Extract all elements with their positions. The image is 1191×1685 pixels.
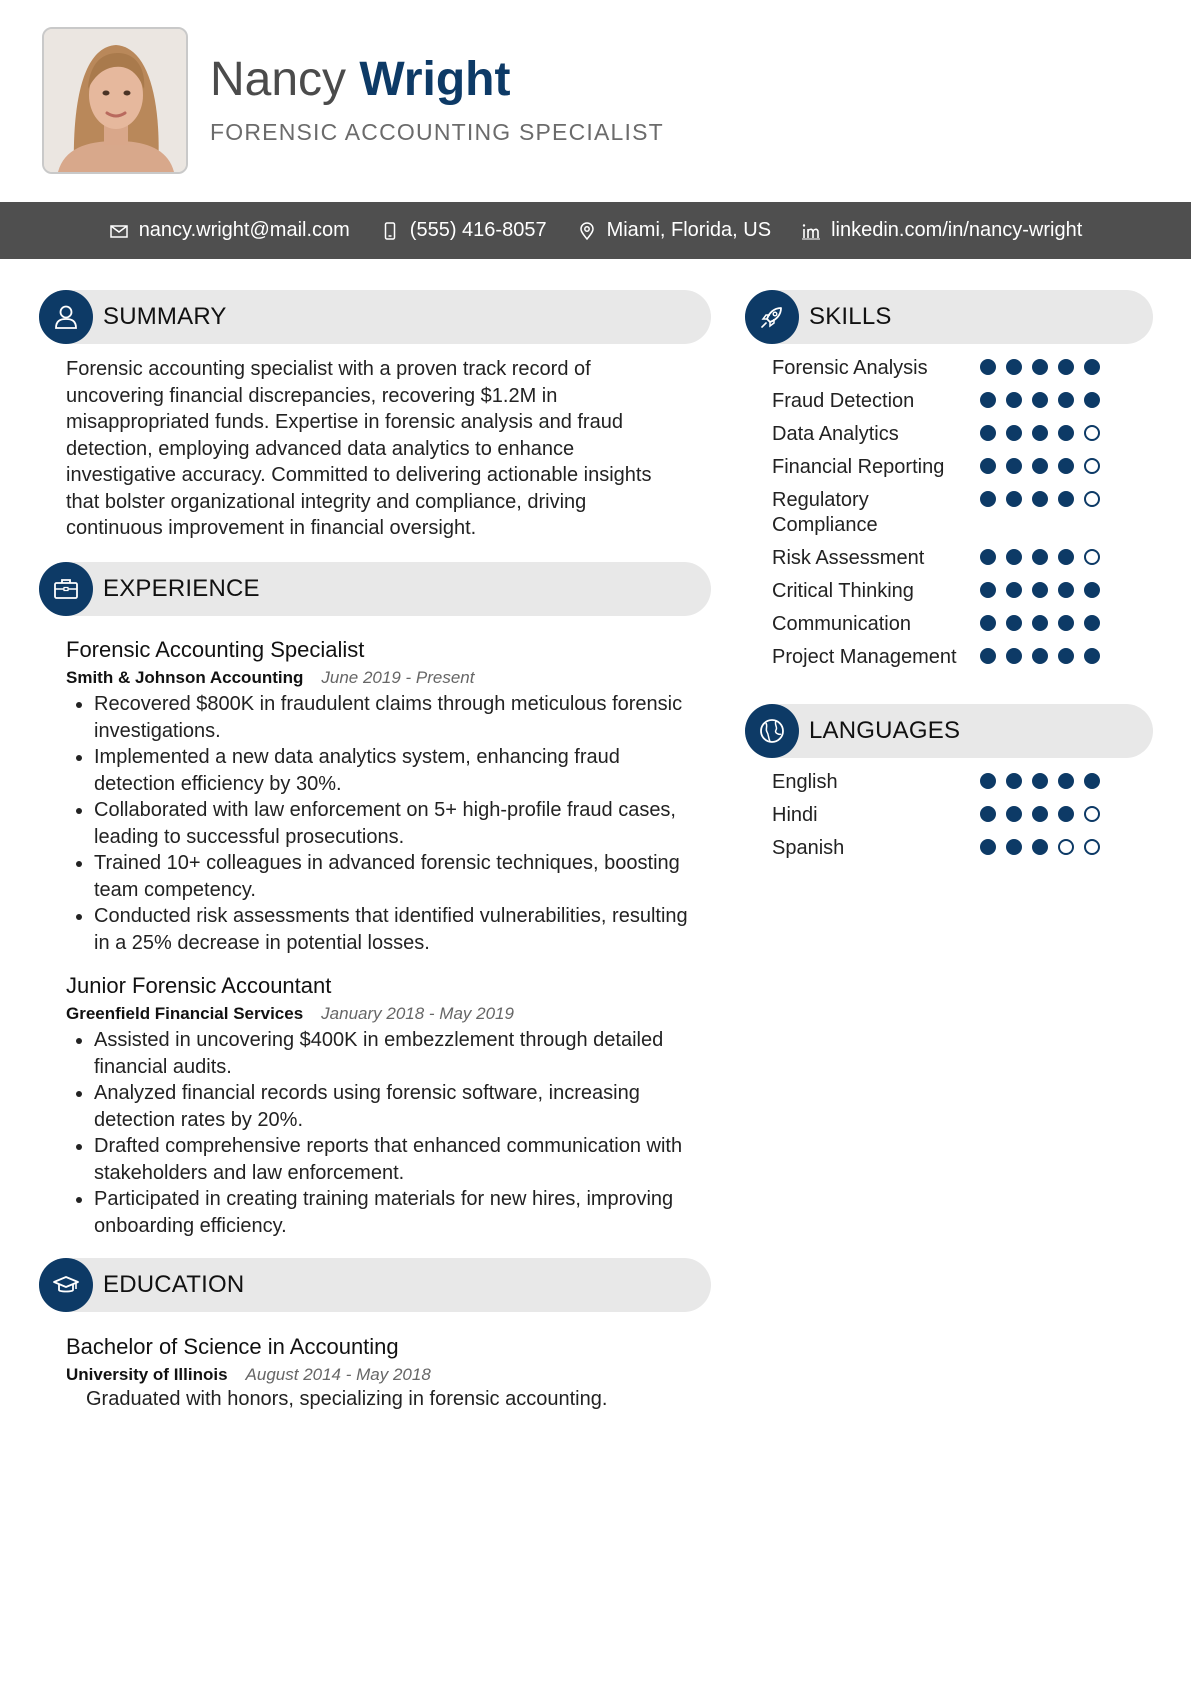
rating-dots xyxy=(980,806,1100,822)
phone-icon xyxy=(380,221,400,241)
section-icon-circle xyxy=(39,1258,93,1312)
rating-dots xyxy=(980,648,1100,664)
rating-dot-filled xyxy=(1006,392,1022,408)
summary-text: Forensic accounting specialist with a proven track record of uncovering financial discrepancies, recovering $1.2M in misappropriated funds. Expertise in forensic analysis and fraud detection, employing advanced data analytics to enhance investigative accuracy. Committed to delivering actionable insights that bolster organizational integrity and compliance, driving continuous improvement in financial oversight. xyxy=(66,358,652,539)
skill-row xyxy=(772,612,1112,637)
language-row xyxy=(772,836,1112,861)
rating-dot-filled xyxy=(1006,839,1022,855)
section-header-education xyxy=(39,1258,711,1312)
rating-dot-filled xyxy=(1058,458,1074,474)
section-header-experience xyxy=(39,562,711,616)
contact-phone[interactable] xyxy=(380,219,547,242)
section-icon-circle xyxy=(745,704,799,758)
education-dates: August 2014 - May 2018 xyxy=(245,1365,431,1384)
job-company: Smith & Johnson Accounting xyxy=(66,668,304,687)
rating-dot-filled xyxy=(1058,648,1074,664)
rating-dot-filled xyxy=(1006,425,1022,441)
rating-dot-filled xyxy=(980,425,996,441)
language-row-name: Spanish xyxy=(772,837,845,859)
rating-dot-filled xyxy=(1084,359,1100,375)
skill-row-name: Communication xyxy=(772,613,911,635)
education-entry xyxy=(66,1332,706,1413)
section-title-experience: EXPERIENCE xyxy=(103,575,260,602)
skill-row-name: Risk Assessment xyxy=(772,547,925,569)
job-bullet: • Implemented a new data analytics system, enhancing fraud detection efficiency by 30%. xyxy=(94,744,706,797)
skill-row xyxy=(772,455,1112,480)
section-icon-circle xyxy=(39,290,93,344)
rating-dots xyxy=(980,582,1100,598)
rating-dot-empty xyxy=(1084,806,1100,822)
rating-dot-filled xyxy=(1058,359,1074,375)
rating-dot-filled xyxy=(1084,648,1100,664)
section-header-languages xyxy=(745,704,1153,758)
languages-list xyxy=(772,770,1112,869)
skill-row-name: Critical Thinking xyxy=(772,580,914,602)
rating-dot-filled xyxy=(1032,491,1048,507)
graduation-cap-icon xyxy=(51,1270,81,1300)
rating-dot-filled xyxy=(1084,773,1100,789)
skill-row-name: Data Analytics xyxy=(772,423,899,445)
rating-dot-filled xyxy=(1006,491,1022,507)
rating-dots xyxy=(980,491,1100,507)
rating-dot-filled xyxy=(1032,425,1048,441)
job-dates: January 2018 - May 2019 xyxy=(321,1004,514,1023)
job-bullets xyxy=(66,1027,706,1239)
section-pill xyxy=(745,290,1153,344)
skill-row-name: Forensic Analysis xyxy=(772,357,928,379)
user-icon xyxy=(51,302,81,332)
rating-dot-empty xyxy=(1084,491,1100,507)
rating-dots xyxy=(980,425,1100,441)
rating-dot-filled xyxy=(1006,773,1022,789)
section-header-summary xyxy=(39,290,711,344)
rating-dot-filled xyxy=(1006,582,1022,598)
job-bullets xyxy=(66,691,706,956)
experience-entry xyxy=(66,635,706,956)
job-bullet: • Assisted in uncovering $400K in embezzlement through detailed financial audits. xyxy=(94,1027,706,1080)
rating-dot-filled xyxy=(1058,425,1074,441)
rating-dot-filled xyxy=(1006,615,1022,631)
skill-row xyxy=(772,422,1112,447)
rating-dot-filled xyxy=(980,839,996,855)
education-description: Graduated with honors, specializing in forensic accounting. xyxy=(86,1388,608,1410)
rating-dot-filled xyxy=(1058,549,1074,565)
rating-dot-filled xyxy=(1006,359,1022,375)
rating-dot-filled xyxy=(1006,648,1022,664)
rating-dot-filled xyxy=(1058,806,1074,822)
skill-row xyxy=(772,356,1112,381)
candidate-title: FORENSIC ACCOUNTING SPECIALIST xyxy=(210,119,664,145)
job-bullet: • Analyzed financial records using forensic software, increasing detection rates by 20%. xyxy=(94,1080,706,1133)
rating-dot-filled xyxy=(980,806,996,822)
rating-dot-filled xyxy=(1032,839,1048,855)
linkedin-icon xyxy=(801,221,821,241)
job-role: Junior Forensic Accountant xyxy=(66,973,332,998)
skill-row xyxy=(772,579,1112,604)
briefcase-icon xyxy=(51,574,81,604)
section-icon-circle xyxy=(39,562,93,616)
rating-dots xyxy=(980,615,1100,631)
job-meta xyxy=(66,1003,706,1025)
rating-dot-empty xyxy=(1058,839,1074,855)
rating-dots xyxy=(980,773,1100,789)
rating-dots xyxy=(980,458,1100,474)
skill-row xyxy=(772,389,1112,414)
rating-dots xyxy=(980,839,1100,855)
rocket-icon xyxy=(757,302,787,332)
envelope-icon xyxy=(109,221,129,241)
language-row-name: Hindi xyxy=(772,804,818,826)
section-title-education: EDUCATION xyxy=(103,1271,245,1298)
skills-list xyxy=(772,356,1112,678)
job-bullet: • Drafted comprehensive reports that enhanced communication with stakeholders and law enforcement. xyxy=(94,1133,706,1186)
education-degree: Bachelor of Science in Accounting xyxy=(66,1334,399,1359)
contact-linkedin-text: linkedin.com/in/nancy-wright xyxy=(831,219,1083,241)
skill-row-name: Financial Reporting xyxy=(772,456,945,478)
skill-row-name: Project Management xyxy=(772,646,957,668)
section-title-languages: LANGUAGES xyxy=(809,717,961,744)
rating-dot-filled xyxy=(1032,549,1048,565)
contact-email[interactable] xyxy=(109,219,350,242)
rating-dot-filled xyxy=(1032,806,1048,822)
rating-dot-filled xyxy=(1084,392,1100,408)
skill-row xyxy=(772,546,1112,571)
rating-dot-empty xyxy=(1084,458,1100,474)
rating-dot-filled xyxy=(1058,582,1074,598)
rating-dot-filled xyxy=(1032,582,1048,598)
rating-dot-filled xyxy=(1032,458,1048,474)
contact-phone-text: (555) 416-8057 xyxy=(409,219,547,241)
experience-entry xyxy=(66,971,706,1239)
rating-dot-filled xyxy=(1006,549,1022,565)
rating-dot-filled xyxy=(980,582,996,598)
skill-row xyxy=(772,488,1112,538)
section-title-skills: SKILLS xyxy=(809,303,892,330)
rating-dot-filled xyxy=(1058,491,1074,507)
rating-dot-empty xyxy=(1084,425,1100,441)
rating-dot-filled xyxy=(1058,615,1074,631)
contact-linkedin[interactable] xyxy=(801,219,1082,242)
job-meta xyxy=(66,667,706,689)
rating-dots xyxy=(980,392,1100,408)
education-meta xyxy=(66,1364,706,1386)
rating-dot-filled xyxy=(980,648,996,664)
candidate-name xyxy=(210,50,510,110)
rating-dot-filled xyxy=(1032,392,1048,408)
section-icon-circle xyxy=(745,290,799,344)
rating-dot-filled xyxy=(980,392,996,408)
contact-location-text: Miami, Florida, US xyxy=(606,219,772,241)
job-company: Greenfield Financial Services xyxy=(66,1004,304,1023)
job-bullet: • Conducted risk assessments that identified vulnerabilities, resulting in a 25% decrease in potential losses. xyxy=(94,903,706,956)
map-pin-icon xyxy=(577,221,597,241)
rating-dot-filled xyxy=(980,491,996,507)
globe-icon xyxy=(757,716,787,746)
profile-photo xyxy=(42,27,188,174)
profile-photo-image xyxy=(44,29,186,172)
rating-dot-filled xyxy=(1006,458,1022,474)
job-role: Forensic Accounting Specialist xyxy=(66,637,365,662)
rating-dot-filled xyxy=(1032,615,1048,631)
contact-location xyxy=(577,219,771,242)
rating-dot-filled xyxy=(1006,806,1022,822)
contact-email-text: nancy.wright@mail.com xyxy=(138,219,350,241)
section-header-skills xyxy=(745,290,1153,344)
rating-dot-filled xyxy=(1058,392,1074,408)
rating-dot-filled xyxy=(1084,615,1100,631)
rating-dot-filled xyxy=(1058,773,1074,789)
rating-dot-filled xyxy=(980,615,996,631)
rating-dot-filled xyxy=(980,773,996,789)
contact-bar xyxy=(0,202,1191,259)
rating-dot-filled xyxy=(1084,582,1100,598)
rating-dot-filled xyxy=(1032,773,1048,789)
job-bullet: • Recovered $800K in fraudulent claims through meticulous forensic investigations. xyxy=(94,691,706,744)
language-row xyxy=(772,770,1112,795)
rating-dot-filled xyxy=(1032,359,1048,375)
education-school: University of Illinois xyxy=(66,1365,228,1384)
rating-dot-filled xyxy=(1032,648,1048,664)
skill-row-name: Regulatory Compliance xyxy=(772,489,878,536)
rating-dot-filled xyxy=(980,458,996,474)
rating-dot-filled xyxy=(980,359,996,375)
first-name: Nancy xyxy=(210,53,347,106)
job-bullet: • Participated in creating training materials for new hires, improving onboarding efficiency. xyxy=(94,1186,706,1239)
skill-row xyxy=(772,645,1112,670)
section-title-summary: SUMMARY xyxy=(103,303,227,330)
job-bullet: • Collaborated with law enforcement on 5+ high-profile fraud cases, leading to successful prosecutions. xyxy=(94,797,706,850)
rating-dot-filled xyxy=(980,549,996,565)
language-row-name: English xyxy=(772,771,838,793)
rating-dots xyxy=(980,359,1100,375)
rating-dots xyxy=(980,549,1100,565)
rating-dot-empty xyxy=(1084,839,1100,855)
rating-dot-empty xyxy=(1084,549,1100,565)
skill-row-name: Fraud Detection xyxy=(772,390,915,412)
job-bullet: • Trained 10+ colleagues in advanced forensic techniques, boosting team competency. xyxy=(94,850,706,903)
last-name: Wright xyxy=(359,53,511,106)
job-dates: June 2019 - Present xyxy=(321,668,475,687)
language-row xyxy=(772,803,1112,828)
